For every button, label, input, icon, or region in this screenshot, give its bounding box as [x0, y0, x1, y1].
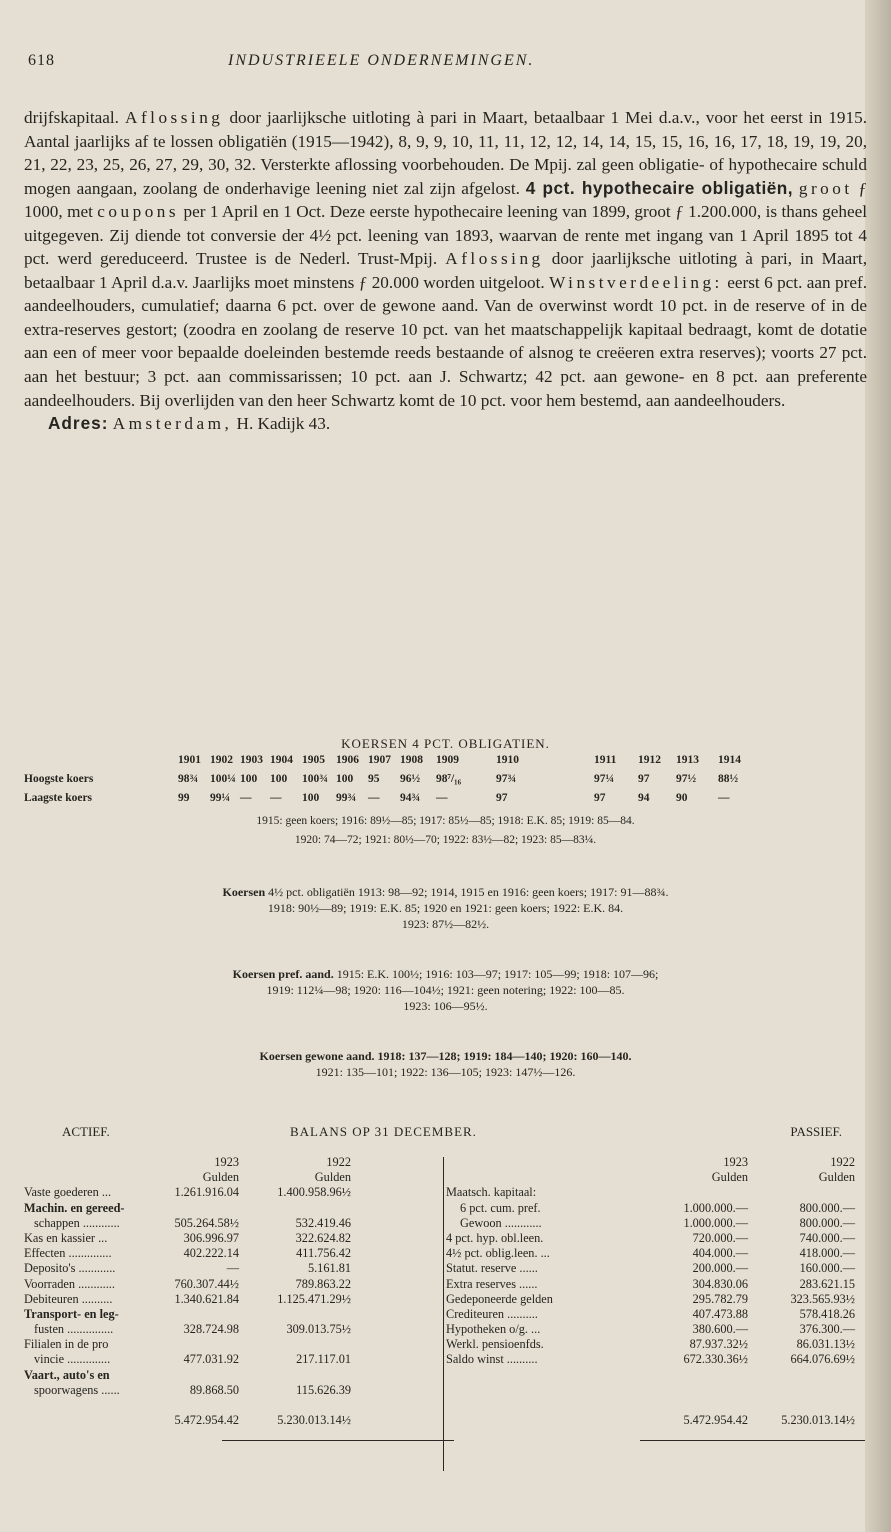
paragraph — [24, 106, 867, 412]
passief-1923: 1923 — [723, 1155, 748, 1169]
koersen-45-block — [0, 884, 891, 932]
balans-row — [24, 1261, 869, 1276]
passief-1922: Gulden — [818, 1170, 855, 1185]
koersen-title: KOERSEN 4 PCT. OBLIGATIEN. — [341, 736, 550, 751]
passief-1922: 86.031.13½ — [796, 1337, 855, 1352]
balans-row — [24, 1170, 869, 1185]
balans-row — [24, 1185, 869, 1200]
year-cell: 1911 — [594, 754, 617, 766]
hoogste-cell: 88½ — [718, 773, 739, 785]
koersen-pref-line — [0, 966, 891, 982]
laagste-cell: — — [240, 792, 252, 804]
laagste-cell: 97 — [594, 792, 606, 804]
address-street: H. Kadijk 43. — [232, 414, 331, 434]
actief-1923: 477.031.92 — [183, 1352, 239, 1367]
actief-item: spoorwagens ...... — [34, 1382, 120, 1397]
actief-1923: 1.261.916.04 — [174, 1185, 239, 1200]
text-run: eerst 6 pct. aan pref. aandeelhouders, cumulatief; daarna 6 pct. over de gewone aand. Van de overwinst wordt 10 pct. in de reserve of in de extra-reserves gestort; (zoodra en zoolang de reserve 10 pct. van het maatschappelijk kapitaal bedraagt, komt de dotatie aan een of meer voor bepaalde doeleinden bestemde reeds bestaande of alsnog te creëeren extra reserves); voorts 27 pct. aan het bestuur; 3 pct. aan commissarissen; 10 pct. aan J. Schwartz; 42 pct. aan gewone- en 8 pct. aan preferente aandeelhouders. Bij overlijden van den heer Schwartz komt de 10 pct. voor hem bestemd, aan aandeelhouders. — [24, 272, 868, 410]
passief-1923: Gulden — [711, 1170, 748, 1185]
spaced-term: groot — [798, 178, 853, 198]
actief-item: vincie .............. — [34, 1352, 111, 1367]
passief-label: PASSIEF. — [790, 1124, 842, 1139]
koersen-pref-line: 1919: 112¼—98; 1920: 116—104½; 1921: geen notering; 1922: 100—85. — [266, 983, 625, 997]
laagste-cell: — — [270, 792, 282, 804]
passief-1922: 1922 — [830, 1155, 855, 1169]
balans-row — [24, 1383, 869, 1398]
hoogste-cell: 100 — [240, 773, 258, 785]
text-run: drijfskapitaal. — [24, 108, 126, 127]
actief-1923: 402.222.14 — [183, 1246, 239, 1261]
spaced-term: coupons — [97, 202, 180, 222]
balans-row — [24, 1246, 869, 1261]
passief-1923: 1.000.000.— — [683, 1200, 748, 1215]
actief-item: Kas en kassier ... — [24, 1230, 108, 1245]
laagste-cell: — — [368, 792, 380, 804]
laagste-cell: — — [436, 792, 448, 804]
passief-1923: 295.782.79 — [692, 1291, 748, 1306]
address-label: Adres: — [48, 413, 109, 434]
passief-1923: 200.000.— — [692, 1261, 748, 1276]
balans-row — [24, 1277, 869, 1292]
koersen-table — [24, 754, 874, 811]
balans-row — [24, 1307, 869, 1322]
koersen-line-2: 1920: 74—72; 1921: 80½—70; 1922: 83½—82; 1923: 85—83¼. — [294, 834, 597, 846]
actief-1922: 115.626.39 — [296, 1382, 351, 1397]
koersen-gewone-block — [0, 1048, 891, 1080]
passief-1922: 578.418.26 — [799, 1306, 855, 1321]
year-cell: 1904 — [270, 754, 293, 766]
balans-row — [24, 1216, 869, 1231]
actief-1923: 760.307.44½ — [174, 1276, 239, 1291]
actief-1923: 505.264.58½ — [174, 1215, 239, 1230]
year-cell: 1905 — [302, 754, 325, 766]
laagste-cell: 99 — [178, 792, 190, 804]
passief-1923: 404.000.— — [692, 1246, 748, 1261]
hoogste-row — [24, 773, 874, 792]
passief-1922: 418.000.— — [799, 1246, 855, 1261]
balans-table — [24, 1155, 869, 1428]
passief-item: Gedeponeerde gelden — [446, 1291, 553, 1306]
actief-item: Voorraden ............ — [24, 1276, 115, 1291]
balans-title: BALANS OP 31 DECEMBER. — [290, 1124, 477, 1139]
laagste-row — [24, 792, 874, 811]
passief-item: Crediteuren .......... — [446, 1306, 538, 1321]
actief-1922: 309.013.75½ — [286, 1322, 351, 1337]
laagste-cell: 99¼ — [210, 792, 231, 804]
year-cell: 1903 — [240, 754, 263, 766]
koersen-45-label: Koersen — [222, 885, 266, 899]
passief-item: Saldo winst .......... — [446, 1352, 538, 1367]
running-title: INDUSTRIEELE ONDERNEMINGEN. — [228, 52, 535, 69]
actief-1923: Gulden — [202, 1170, 239, 1185]
actief-item: Filialen in de pro — [24, 1337, 109, 1352]
passief-1922: 800.000.— — [799, 1215, 855, 1230]
year-cell: 1914 — [718, 754, 741, 766]
passief-item: 4½ pct. oblig.leen. ... — [446, 1246, 550, 1261]
passief-item: Extra reserves ...... — [446, 1276, 538, 1291]
text-run: ƒ 1000, met — [24, 178, 868, 222]
koersen-45-line: 1918: 90½—89; 1919: E.K. 85; 1920 en 1921: geen koers; 1922: E.K. 84. — [267, 901, 624, 915]
laagste-cell: 94¾ — [400, 792, 421, 804]
hoogste-cell: 96½ — [400, 773, 421, 785]
balans-row — [24, 1413, 869, 1428]
actief-1922: 5.230.013.14½ — [277, 1413, 351, 1428]
actief-item: Deposito's ............ — [24, 1261, 116, 1276]
hoogste-cell: 97½ — [676, 773, 697, 785]
balans-row — [24, 1292, 869, 1307]
address-city: Amsterdam, — [112, 414, 233, 434]
koersen-pref-label: Koersen pref. aand. — [232, 967, 334, 981]
years-row — [24, 754, 874, 773]
hoogste-cell: 98⁷/₁₆ — [436, 773, 462, 785]
actief-item: Vaste goederen ... — [24, 1185, 112, 1200]
text-run: 1918: 137—128; 1919: 184—140; 1920: 160—140. — [374, 1049, 632, 1063]
actief-1922: 217.117.01 — [296, 1352, 351, 1367]
actief-1922: 532.419.46 — [295, 1215, 351, 1230]
text-run: 4½ pct. obligatiën 1913: 98—92; 1914, 1915 en 1916: geen koers; 1917: 91—88¾. — [265, 885, 669, 899]
passief-1922: 376.300.— — [799, 1322, 855, 1337]
actief-1923: 5.472.954.42 — [174, 1413, 239, 1428]
balans-row — [24, 1231, 869, 1246]
passief-1922: 160.000.— — [799, 1261, 855, 1276]
year-cell: 1909 — [436, 754, 459, 766]
passief-1923: 5.472.954.42 — [683, 1413, 748, 1428]
actief-item: Machin. en gereed- — [24, 1200, 125, 1215]
year-cell: 1913 — [676, 754, 699, 766]
laagste-cell: 97 — [496, 792, 508, 804]
passief-total-rule — [640, 1440, 865, 1441]
actief-item: Effecten .............. — [24, 1246, 112, 1261]
text-run: 1915: E.K. 100½; 1916: 103—97; 1917: 105—99; 1918: 107—96; — [333, 967, 659, 981]
actief-1923: 1.340.621.84 — [174, 1291, 239, 1306]
body-text — [24, 106, 867, 436]
koersen-gewone-label: Koersen gewone aand. — [259, 1049, 375, 1063]
balans-row — [24, 1368, 869, 1383]
koersen-gewone-line — [0, 1048, 891, 1064]
actief-item: Transport- en leg- — [24, 1306, 119, 1321]
hoogste-label: Hoogste koers — [24, 773, 94, 785]
passief-item: Werkl. pensioenfds. — [446, 1337, 544, 1352]
laagste-cell: 90 — [676, 792, 688, 804]
passief-1922: 664.076.69½ — [790, 1352, 855, 1367]
koersen-pref-line: 1923: 106—95½. — [403, 999, 488, 1013]
passief-1922: 5.230.013.14½ — [781, 1413, 855, 1428]
hoogste-cell: 100 — [336, 773, 354, 785]
year-cell: 1906 — [336, 754, 359, 766]
passief-1922: 323.565.93½ — [790, 1291, 855, 1306]
hoogste-cell: 95 — [368, 773, 380, 785]
balans-row — [24, 1352, 869, 1367]
passief-1923: 380.600.— — [692, 1322, 748, 1337]
spaced-term: Aflossing — [125, 108, 224, 127]
actief-1923: — — [226, 1261, 239, 1276]
hoogste-cell: 100¼ — [210, 773, 236, 785]
passief-1923: 407.473.88 — [692, 1306, 748, 1321]
balans-row — [24, 1398, 869, 1413]
text-run: door jaarlijksche uitloting à pari in Maart, betaalbaar 1 Mei d.a.v., voor het eerst in 1915. Aantal jaarlijks af te lossen obligatiën (1915—1942), 8, 9, 9, 10, 11, 11, 12, 12, 14, 14, 15, 15, 16, 16, 17, 18, 19, 19, 20, 21, 22, 23, 25, 26, 27, 29, 30, 32. Versterkte aflossing voorbehouden. De Mpij. zal geen obligatie- of hypothecaire schuld mogen aangaan, zoolang de onderhavige leening niet zal zijn afgelost. — [24, 108, 867, 198]
passief-item: Gewoon ............ — [460, 1215, 542, 1230]
actief-1923: 89.868.50 — [189, 1382, 239, 1397]
page-header — [28, 52, 848, 82]
hoogste-cell: 100¾ — [302, 773, 328, 785]
passief-1923: 304.830.06 — [692, 1276, 748, 1291]
actief-item: Debiteuren .......... — [24, 1291, 113, 1306]
actief-1923: 1923 — [214, 1155, 239, 1169]
passief-1922: 740.000.— — [799, 1230, 855, 1245]
hoogste-cell: 97¾ — [496, 773, 517, 785]
balans-row — [24, 1337, 869, 1352]
year-cell: 1912 — [638, 754, 661, 766]
passief-item: Statut. reserve ...... — [446, 1261, 538, 1276]
passief-1923: 672.330.36½ — [683, 1352, 748, 1367]
year-cell: 1910 — [496, 754, 519, 766]
balans-row — [24, 1322, 869, 1337]
laagste-cell: — — [718, 792, 730, 804]
actief-item: Vaart., auto's en — [24, 1367, 110, 1382]
actief-1922: 1.125.471.29½ — [277, 1291, 351, 1306]
year-cell: 1908 — [400, 754, 423, 766]
year-cell: 1907 — [368, 754, 391, 766]
hoogste-cell: 98¾ — [178, 773, 199, 785]
koersen-45-line: 1923: 87½—82½. — [401, 917, 490, 931]
balans-row — [24, 1155, 869, 1170]
actief-1922: 1.400.958.96½ — [277, 1185, 351, 1200]
passief-item: 6 pct. cum. pref. — [460, 1200, 541, 1215]
passief-1923: 1.000.000.— — [683, 1215, 748, 1230]
actief-1922: 1922 — [326, 1155, 351, 1169]
koersen-gewone-line: 1921: 135—101; 1922: 136—105; 1923: 147½—126. — [315, 1065, 576, 1079]
hoogste-cell: 97¼ — [594, 773, 615, 785]
text-run: per 1 April en 1 Oct. Deze eerste hypothecaire leening van 1899, groot ƒ 1.200.000, is thans geheel uitgegeven. Zij diende tot conversie der 4½ pct. leening van 1893, waarvan de rente met ingang van 1 April 1895 tot 4 pct. werd gereduceerd. Trustee is de Nederl. Trust-Mpij. — [24, 202, 867, 269]
spaced-term: Winstverdeeling: — [549, 272, 723, 292]
actief-1923: 328.724.98 — [183, 1322, 239, 1337]
passief-item: Hypotheken o/g. ... — [446, 1322, 541, 1337]
passief-1922: 800.000.— — [799, 1200, 855, 1215]
spaced-term: Aflossing — [445, 249, 544, 269]
actief-label: ACTIEF. — [62, 1124, 110, 1139]
koersen-line-1: 1915: geen koers; 1916: 89½—85; 1917: 85½—85; 1918: E.K. 85; 1919: 85—84. — [256, 815, 635, 827]
actief-1922: 789.863.22 — [295, 1276, 351, 1291]
actief-1923: 306.996.97 — [183, 1230, 239, 1245]
passief-1922: 283.621.15 — [799, 1276, 855, 1291]
text-run: door jaarlijksche uitloting à pari, in Maart, betaalbaar 1 April d.a.v. Jaarlijks moet minstens ƒ 20.000 worden uitgeloot. — [24, 249, 867, 292]
hoogste-cell: 100 — [270, 773, 288, 785]
koersen-pref-block — [0, 966, 891, 1014]
actief-1922: 322.624.82 — [295, 1230, 351, 1245]
laagste-label: Laagste koers — [24, 792, 93, 804]
passief-1923: 87.937.32½ — [689, 1337, 748, 1352]
passief-item: 4 pct. hyp. obl.leen. — [446, 1230, 544, 1245]
passief-item: Maatsch. kapitaal: — [446, 1185, 537, 1200]
passief-1923: 720.000.— — [692, 1230, 748, 1245]
actief-1922: 411.756.42 — [296, 1246, 351, 1261]
actief-1922: 5.161.81 — [307, 1261, 351, 1276]
balans-header — [62, 1124, 842, 1144]
balans-row — [24, 1201, 869, 1216]
actief-item: fusten ............... — [34, 1322, 114, 1337]
hoogste-cell: 97 — [638, 773, 650, 785]
koersen-45-line — [0, 884, 891, 900]
laagste-cell: 100 — [302, 792, 320, 804]
laagste-cell: 99¾ — [336, 792, 357, 804]
year-cell: 1902 — [210, 754, 233, 766]
year-cell: 1901 — [178, 754, 201, 766]
address-line — [24, 412, 867, 436]
actief-1922: Gulden — [314, 1170, 351, 1185]
actief-item: schappen ............ — [34, 1215, 120, 1230]
bold-term: 4 pct. hypothecaire obligatiën, — [525, 177, 794, 198]
actief-total-rule — [222, 1440, 454, 1441]
laagste-cell: 94 — [638, 792, 650, 804]
page-number: 618 — [28, 52, 55, 69]
